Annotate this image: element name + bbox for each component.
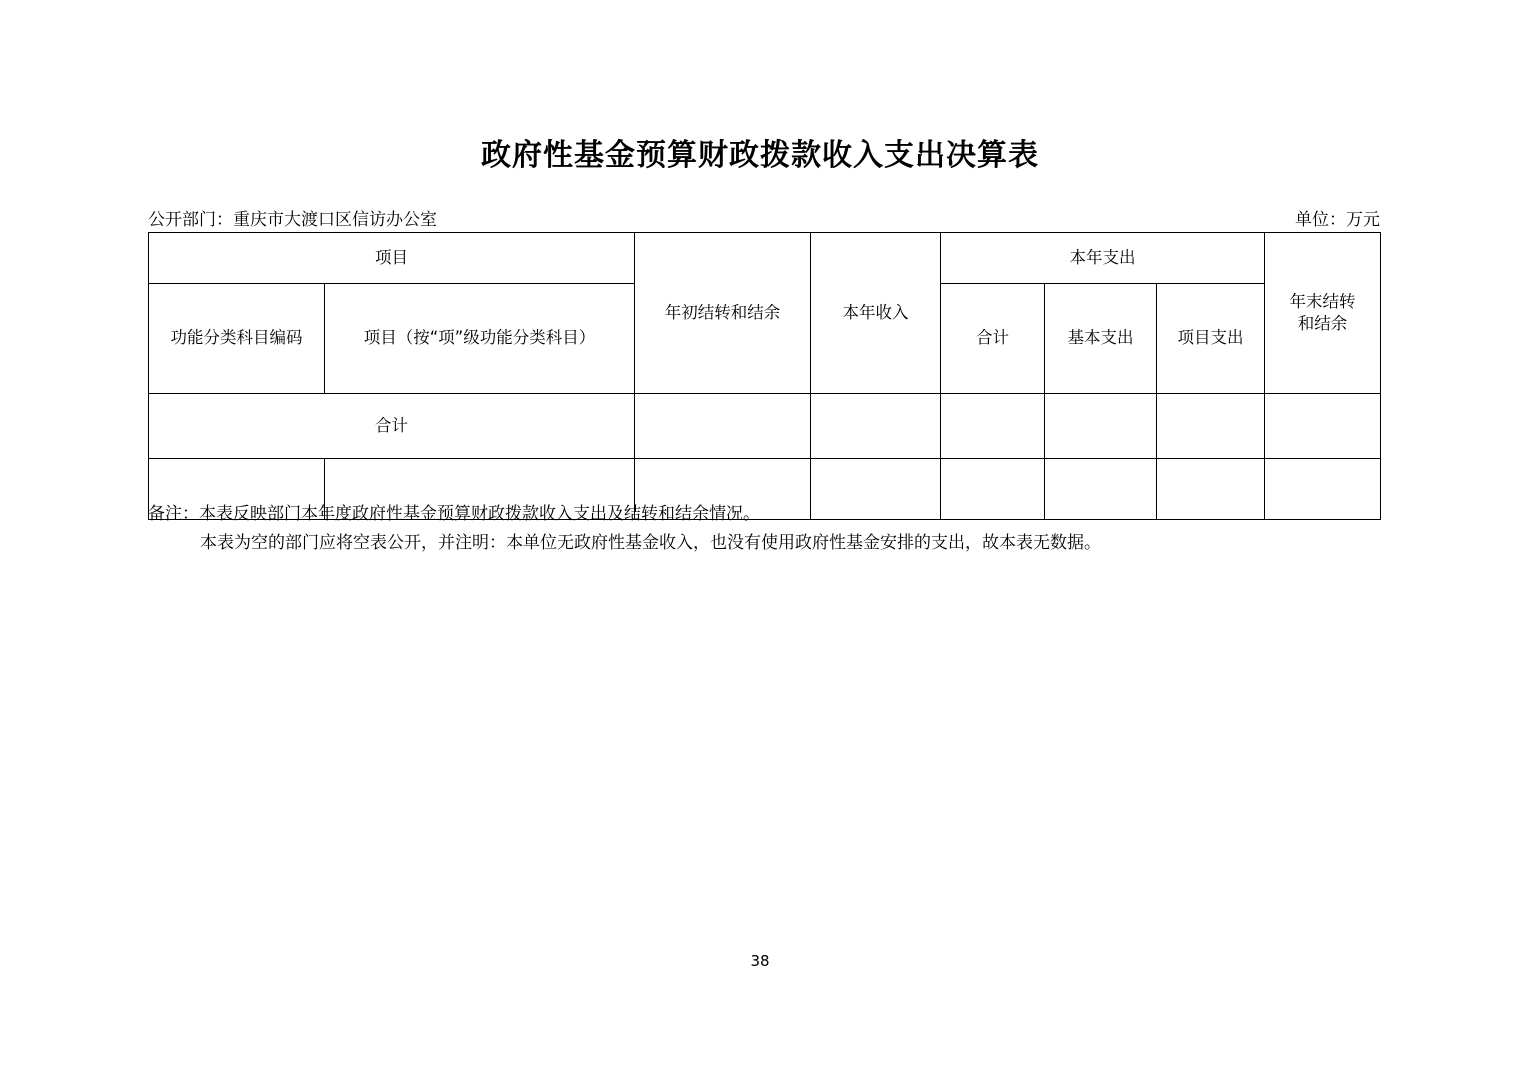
header-end-carryover-line2: 和结余 [1297,314,1348,333]
cell-expend-total [941,394,1045,459]
header-function-code: 功能分类科目编码 [149,284,325,394]
header-expend-total: 合计 [941,284,1045,394]
header-expenditure-group: 本年支出 [941,233,1265,284]
page-title: 政府性基金预算财政拨款收入支出决算表 [481,138,1039,173]
header-expend-basic: 基本支出 [1045,284,1157,394]
table-notes [148,500,1388,558]
table-meta-row [148,205,1380,230]
header-project-group: 项目 [149,233,635,284]
cell-year-income [811,394,941,459]
header-project-name: 项目（按“项”级功能分类科目） [325,284,635,394]
page-number: 38 [750,952,770,970]
header-year-income: 本年收入 [811,233,941,394]
cell-end-carryover [1265,394,1381,459]
header-expend-project: 项目支出 [1157,284,1265,394]
header-end-carryover-line1: 年末结转 [1289,291,1356,311]
budget-table [148,232,1381,520]
row-total-label: 合计 [149,394,635,459]
cell-expend-basic [1045,394,1157,459]
table-header-row-1 [149,233,1381,284]
header-begin-carryover: 年初结转和结余 [635,233,811,394]
header-end-carryover [1265,233,1381,394]
note-line-1: 备注：本表反映部门本年度政府性基金预算财政拨款收入支出及结转和结余情况。 [148,504,760,524]
note-line-2: 本表为空的部门应将空表公开，并注明：本单位无政府性基金收入，也没有使用政府性基金安排的支出，故本表无数据。 [200,532,1101,553]
unit-label: 单位：万元 [1295,210,1380,230]
cell-begin-carryover [635,394,811,459]
cell-expend-project [1157,394,1265,459]
department-label: 公开部门：重庆市大渡口区信访办公室 [148,210,437,230]
table-row [149,394,1381,459]
